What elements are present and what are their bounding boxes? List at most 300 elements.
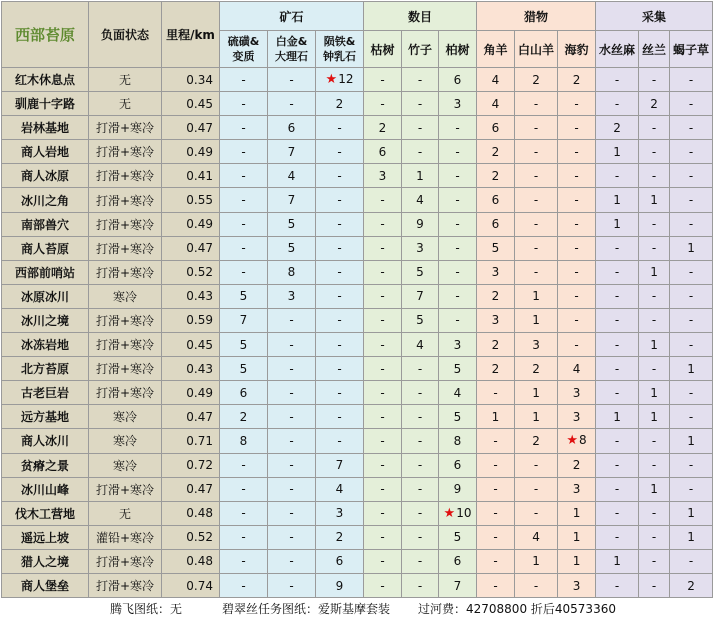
value-cell: -	[596, 164, 639, 188]
status-cell: 打滑+寒冷	[89, 477, 162, 501]
value-cell: 1	[596, 405, 639, 429]
value-cell: 5	[402, 260, 439, 284]
value-cell: 4	[477, 92, 515, 116]
value-cell: -	[596, 381, 639, 405]
value-cell: 2	[316, 92, 364, 116]
star-icon: ★	[443, 505, 456, 521]
value-cell: -	[596, 260, 639, 284]
column-header: 角羊	[477, 31, 515, 68]
value-cell: -	[402, 501, 439, 525]
value-cell: 3	[268, 284, 316, 308]
status-cell: 打滑+寒冷	[89, 188, 162, 212]
value-cell: -	[596, 477, 639, 501]
value-cell: -	[670, 405, 713, 429]
location-name: 贫瘠之景	[2, 453, 89, 477]
location-name: 远方基地	[2, 405, 89, 429]
table-title: 西部苔原	[2, 2, 89, 68]
distance-cell: 0.49	[162, 381, 220, 405]
location-name: 商人苔原	[2, 236, 89, 260]
value-cell: 7	[220, 308, 268, 332]
value-cell: -	[477, 429, 515, 453]
value-cell: -	[515, 140, 558, 164]
value-cell: -	[402, 68, 439, 92]
value-cell: 6	[364, 140, 402, 164]
value-cell: -	[639, 357, 670, 381]
distance-cell: 0.47	[162, 477, 220, 501]
value-cell: 1	[515, 308, 558, 332]
value-cell: -	[316, 188, 364, 212]
value-cell: -	[596, 573, 639, 597]
value-cell: -	[515, 501, 558, 525]
value-cell: -	[402, 357, 439, 381]
value-cell: -	[364, 525, 402, 549]
value-cell: -	[596, 68, 639, 92]
value-cell: 1	[558, 525, 596, 549]
status-cell: 灌铅+寒冷	[89, 525, 162, 549]
value-cell: -	[220, 477, 268, 501]
value-cell: 6	[439, 453, 477, 477]
distance-cell: 0.47	[162, 405, 220, 429]
value-cell: -	[558, 308, 596, 332]
status-cell: 寒冷	[89, 453, 162, 477]
value-cell: 1	[670, 525, 713, 549]
value-cell: -	[515, 260, 558, 284]
status-cell: 打滑+寒冷	[89, 333, 162, 357]
value-cell: 6	[477, 212, 515, 236]
value-cell: 2	[670, 573, 713, 597]
value-cell: -	[364, 453, 402, 477]
value-cell: -	[220, 260, 268, 284]
value-text: 8	[579, 433, 587, 448]
status-cell: 无	[89, 68, 162, 92]
table-row	[2, 333, 713, 357]
value-cell: -	[558, 333, 596, 357]
value-cell: 1	[670, 501, 713, 525]
value-cell: -	[596, 236, 639, 260]
value-cell	[558, 429, 596, 453]
value-cell: -	[477, 549, 515, 573]
value-cell: -	[670, 381, 713, 405]
table-row	[2, 92, 713, 116]
value-cell: 5	[268, 212, 316, 236]
value-cell: 1	[670, 357, 713, 381]
value-text: 10	[456, 505, 472, 520]
distance-cell: 0.59	[162, 308, 220, 332]
location-name: 冰川山峰	[2, 477, 89, 501]
value-cell: 1	[596, 549, 639, 573]
value-cell: -	[439, 212, 477, 236]
value-cell: -	[639, 284, 670, 308]
value-cell: 2	[558, 68, 596, 92]
value-cell: 7	[402, 284, 439, 308]
value-cell: -	[558, 260, 596, 284]
value-cell: -	[316, 284, 364, 308]
table-row	[2, 477, 713, 501]
value-cell: -	[477, 381, 515, 405]
value-cell: -	[316, 116, 364, 140]
column-header: 柏树	[439, 31, 477, 68]
table-row	[2, 140, 713, 164]
value-cell: 2	[639, 92, 670, 116]
value-cell: -	[439, 236, 477, 260]
value-cell: 3	[402, 236, 439, 260]
value-cell: -	[402, 549, 439, 573]
value-cell: 1	[639, 333, 670, 357]
value-cell: 3	[477, 260, 515, 284]
status-cell: 寒冷	[89, 284, 162, 308]
value-cell: 6	[439, 68, 477, 92]
value-cell: 6	[477, 116, 515, 140]
value-cell: -	[268, 549, 316, 573]
value-cell: 6	[268, 116, 316, 140]
value-cell: 1	[639, 260, 670, 284]
value-cell: -	[639, 164, 670, 188]
value-cell: 5	[402, 308, 439, 332]
value-cell: -	[477, 453, 515, 477]
location-name: 商人冰原	[2, 164, 89, 188]
value-cell: -	[268, 381, 316, 405]
value-cell: 8	[220, 429, 268, 453]
value-cell: 1	[596, 188, 639, 212]
table-row	[2, 429, 713, 453]
value-cell: -	[558, 284, 596, 308]
value-cell: -	[402, 453, 439, 477]
value-cell: 4	[402, 333, 439, 357]
value-cell: 7	[268, 188, 316, 212]
value-cell: 1	[639, 188, 670, 212]
value-cell: -	[316, 164, 364, 188]
distance-cell: 0.43	[162, 357, 220, 381]
value-cell: -	[220, 212, 268, 236]
status-cell: 打滑+寒冷	[89, 357, 162, 381]
value-cell: 1	[402, 164, 439, 188]
value-cell: 7	[316, 453, 364, 477]
value-cell: 5	[477, 236, 515, 260]
value-cell: -	[596, 453, 639, 477]
status-cell: 无	[89, 92, 162, 116]
column-header: 竹子	[402, 31, 439, 68]
value-cell: 1	[477, 405, 515, 429]
value-cell: 3	[558, 405, 596, 429]
table-row	[2, 212, 713, 236]
value-cell: -	[316, 381, 364, 405]
distance-cell: 0.45	[162, 333, 220, 357]
distance-cell: 0.74	[162, 573, 220, 597]
value-cell: -	[639, 525, 670, 549]
value-cell: 3	[558, 573, 596, 597]
distance-cell: 0.43	[162, 284, 220, 308]
value-cell: 3	[477, 308, 515, 332]
value-cell: 3	[558, 381, 596, 405]
value-cell: -	[477, 573, 515, 597]
footer	[0, 594, 720, 622]
value-cell: -	[558, 140, 596, 164]
value-cell: -	[316, 357, 364, 381]
value-cell: 8	[439, 429, 477, 453]
value-cell: 2	[558, 453, 596, 477]
column-header: 枯树	[364, 31, 402, 68]
distance-cell: 0.47	[162, 116, 220, 140]
value-cell: -	[670, 549, 713, 573]
value-cell: 3	[364, 164, 402, 188]
value-cell: -	[220, 68, 268, 92]
table-row	[2, 188, 713, 212]
value-cell: -	[364, 284, 402, 308]
value-cell: -	[316, 140, 364, 164]
value-cell: 1	[558, 501, 596, 525]
value-cell: -	[402, 140, 439, 164]
column-header: 丝兰	[639, 31, 670, 68]
location-name: 商人岩地	[2, 140, 89, 164]
value-cell: -	[596, 92, 639, 116]
table-row	[2, 357, 713, 381]
value-cell: -	[316, 236, 364, 260]
value-cell: 9	[402, 212, 439, 236]
value-cell: 4	[316, 477, 364, 501]
value-cell: 2	[364, 116, 402, 140]
value-cell: 3	[515, 333, 558, 357]
location-name: 红木休息点	[2, 68, 89, 92]
value-cell: -	[515, 92, 558, 116]
value-cell: -	[639, 212, 670, 236]
value-cell: -	[670, 188, 713, 212]
value-cell: -	[268, 68, 316, 92]
value-cell: -	[364, 357, 402, 381]
value-cell: 3	[316, 501, 364, 525]
distance-cell: 0.52	[162, 525, 220, 549]
value-cell: -	[364, 477, 402, 501]
distance-cell: 0.48	[162, 549, 220, 573]
value-cell: 2	[220, 405, 268, 429]
value-cell: 5	[220, 357, 268, 381]
value-cell: -	[639, 236, 670, 260]
value-cell: 5	[439, 405, 477, 429]
location-name: 冰原冰川	[2, 284, 89, 308]
table-row	[2, 453, 713, 477]
value-cell: 1	[639, 405, 670, 429]
value-cell: -	[364, 188, 402, 212]
value-cell: -	[316, 333, 364, 357]
value-cell: -	[268, 501, 316, 525]
value-cell: -	[639, 116, 670, 140]
status-cell: 打滑+寒冷	[89, 116, 162, 140]
value-cell: -	[364, 573, 402, 597]
value-cell: 3	[439, 333, 477, 357]
value-cell: 1	[639, 477, 670, 501]
value-cell: -	[558, 116, 596, 140]
column-header: 硫磺&变质	[220, 31, 268, 68]
prey-group-header: 猎物	[477, 2, 596, 31]
value-cell: 1	[639, 381, 670, 405]
value-cell: -	[515, 164, 558, 188]
value-cell: 6	[220, 381, 268, 405]
value-cell: -	[439, 116, 477, 140]
value-cell: -	[670, 116, 713, 140]
value-cell: 7	[268, 140, 316, 164]
value-cell: -	[364, 92, 402, 116]
value-cell: -	[402, 429, 439, 453]
value-cell: -	[670, 92, 713, 116]
distance-cell: 0.52	[162, 260, 220, 284]
value-cell: -	[477, 525, 515, 549]
table-row	[2, 549, 713, 573]
distance-cell: 0.41	[162, 164, 220, 188]
value-cell: -	[364, 260, 402, 284]
location-name: 冰冻岩地	[2, 333, 89, 357]
distance-cell: 0.55	[162, 188, 220, 212]
status-cell: 打滑+寒冷	[89, 164, 162, 188]
value-cell	[439, 501, 477, 525]
value-cell: 4	[268, 164, 316, 188]
value-cell: -	[477, 477, 515, 501]
value-cell: -	[220, 501, 268, 525]
footer-toll: 过河费：42708800 折后40573360	[418, 601, 616, 616]
value-cell: -	[364, 429, 402, 453]
location-name: 商人堡垒	[2, 573, 89, 597]
value-cell: 6	[477, 188, 515, 212]
value-cell: -	[515, 573, 558, 597]
value-cell: -	[670, 333, 713, 357]
value-cell: -	[596, 357, 639, 381]
value-cell: -	[364, 236, 402, 260]
value-cell: -	[477, 501, 515, 525]
value-cell: -	[439, 140, 477, 164]
value-cell: -	[515, 212, 558, 236]
value-cell: 1	[558, 549, 596, 573]
value-cell: -	[639, 429, 670, 453]
value-cell: 3	[439, 92, 477, 116]
value-cell: -	[268, 405, 316, 429]
value-cell: -	[670, 284, 713, 308]
value-cell: -	[670, 477, 713, 501]
distance-cell: 0.71	[162, 429, 220, 453]
value-cell: 6	[439, 549, 477, 573]
location-name: 遥远上坡	[2, 525, 89, 549]
value-cell: -	[316, 308, 364, 332]
value-cell: 8	[268, 260, 316, 284]
value-cell: -	[670, 68, 713, 92]
value-cell: -	[220, 188, 268, 212]
table-row	[2, 116, 713, 140]
value-cell: 2	[515, 68, 558, 92]
value-cell: -	[220, 92, 268, 116]
value-cell: -	[316, 405, 364, 429]
value-cell: -	[268, 357, 316, 381]
table-row	[2, 164, 713, 188]
value-cell: -	[596, 429, 639, 453]
location-name: 岩林基地	[2, 116, 89, 140]
value-cell: -	[515, 188, 558, 212]
location-name: 冰川之境	[2, 308, 89, 332]
tree-group-header: 数目	[364, 2, 477, 31]
column-header: 白山羊	[515, 31, 558, 68]
value-cell: 9	[439, 477, 477, 501]
table-row	[2, 525, 713, 549]
value-cell: -	[402, 116, 439, 140]
distance-cell: 0.45	[162, 92, 220, 116]
value-cell: -	[364, 501, 402, 525]
value-cell: -	[639, 308, 670, 332]
status-cell: 打滑+寒冷	[89, 236, 162, 260]
value-cell: 5	[220, 333, 268, 357]
status-cell: 打滑+寒冷	[89, 212, 162, 236]
column-header: 海豹	[558, 31, 596, 68]
value-cell: -	[639, 140, 670, 164]
value-cell: 4	[439, 381, 477, 405]
value-cell: -	[268, 525, 316, 549]
value-cell: 4	[477, 68, 515, 92]
value-cell: -	[439, 164, 477, 188]
value-cell: 5	[439, 357, 477, 381]
data-table	[1, 1, 713, 598]
value-cell: -	[596, 501, 639, 525]
value-cell: 1	[515, 549, 558, 573]
value-cell: -	[596, 333, 639, 357]
value-cell: 2	[316, 525, 364, 549]
value-cell: -	[639, 573, 670, 597]
value-cell: -	[364, 405, 402, 429]
location-name: 北方苔原	[2, 357, 89, 381]
distance-cell: 0.34	[162, 68, 220, 92]
value-cell: -	[558, 188, 596, 212]
value-cell: 5	[220, 284, 268, 308]
value-cell: 3	[558, 477, 596, 501]
value-cell: 2	[515, 357, 558, 381]
value-cell: -	[316, 212, 364, 236]
status-cell: 打滑+寒冷	[89, 308, 162, 332]
table-row	[2, 381, 713, 405]
value-cell: 2	[477, 357, 515, 381]
value-cell: -	[402, 381, 439, 405]
table-row	[2, 284, 713, 308]
value-cell: -	[515, 477, 558, 501]
value-cell	[316, 68, 364, 92]
value-cell: 4	[515, 525, 558, 549]
value-cell: -	[220, 549, 268, 573]
value-cell: -	[515, 453, 558, 477]
status-cell: 打滑+寒冷	[89, 549, 162, 573]
column-header: 水丝麻	[596, 31, 639, 68]
value-cell: 7	[439, 573, 477, 597]
value-cell: -	[316, 260, 364, 284]
value-cell: -	[639, 453, 670, 477]
value-cell: -	[268, 573, 316, 597]
status-cell: 打滑+寒冷	[89, 381, 162, 405]
value-cell: -	[439, 260, 477, 284]
value-cell: -	[402, 573, 439, 597]
value-cell: -	[268, 453, 316, 477]
value-cell: -	[670, 212, 713, 236]
value-cell: -	[220, 116, 268, 140]
value-cell: -	[670, 308, 713, 332]
value-cell: -	[268, 308, 316, 332]
value-cell: -	[364, 68, 402, 92]
ore-group-header: 矿石	[220, 2, 364, 31]
distance-cell: 0.49	[162, 212, 220, 236]
column-header: 陨铁&钟乳石	[316, 31, 364, 68]
location-name: 古老巨岩	[2, 381, 89, 405]
distance-cell: 0.49	[162, 140, 220, 164]
value-cell: -	[220, 140, 268, 164]
value-cell: 2	[596, 116, 639, 140]
value-cell: 2	[477, 140, 515, 164]
footer-blueprint: 腾飞图纸：无	[110, 601, 183, 616]
value-cell: -	[268, 333, 316, 357]
value-cell: -	[596, 284, 639, 308]
star-icon: ★	[566, 433, 579, 449]
status-cell: 打滑+寒冷	[89, 573, 162, 597]
value-cell: -	[402, 405, 439, 429]
